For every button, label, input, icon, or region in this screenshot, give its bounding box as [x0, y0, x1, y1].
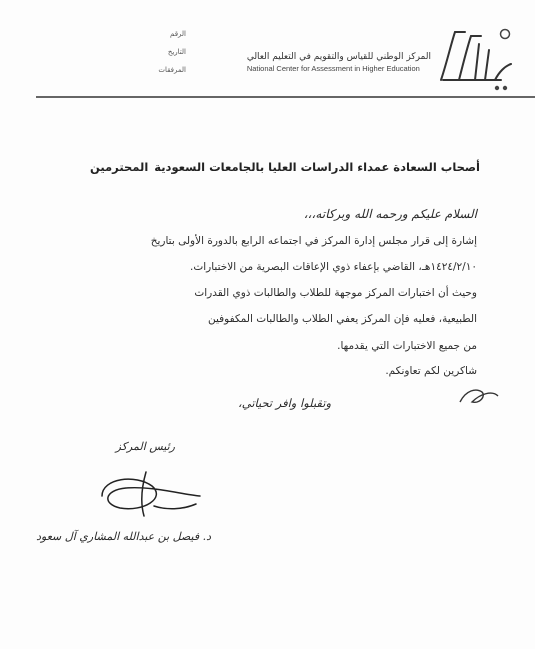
organization-name-ar: المركز الوطني للقياس والتقويم في التعليم العالي	[246, 52, 431, 62]
salutation: السلام عليكم ورحمه الله وبركاته،،،	[303, 207, 477, 221]
meta-date-label: التاريخ	[167, 48, 186, 56]
organization-name-en: National Center for Assessment in Higher Education	[246, 64, 420, 73]
body-line: شاكرين لكم تعاونكم.	[385, 365, 477, 377]
signatory-name: د. فيصل بن عبدالله المشاري آل سعود	[36, 530, 211, 543]
body-line: إشارة إلى قرار مجلس إدارة المركز في اجتماعه الرابع بالدورة الأولى بتاريخ	[150, 235, 477, 247]
addressee-line	[90, 160, 480, 180]
signatory-title: رئيس المركز	[115, 440, 175, 453]
handwritten-signature	[96, 466, 206, 526]
header-divider	[36, 96, 535, 98]
organization-name	[247, 52, 431, 73]
body-line: من جميع الاختبارات التي يقدمها.	[337, 340, 477, 352]
honorific: المحترمين	[90, 160, 149, 174]
body-line: ١٤٢٤/٢/١٠هـ، القاضي بإعفاء ذوي الإعاقات البصرية من الاختبارات.	[190, 261, 477, 273]
handwritten-initials	[456, 382, 502, 412]
body-line: الطبيعية، فعليه فإن المركز يعفي الطلاب والطالبات المكفوفين	[207, 313, 477, 325]
meta-attachments-label: المرفقات	[158, 66, 186, 74]
body-line: وحيث أن اختبارات المركز موجهة للطلاب والطالبات ذوي القدرات	[194, 287, 477, 299]
closing-remark: وتقبلوا وافر تحياتي،	[238, 396, 331, 410]
meta-number-label: الرقم	[170, 30, 186, 38]
reference-meta	[140, 30, 186, 84]
addressee: أصحاب السعادة عمداء الدراسات العليا بالجامعات السعودية	[154, 160, 480, 174]
organization-logo	[435, 22, 517, 94]
letterhead	[0, 0, 535, 100]
